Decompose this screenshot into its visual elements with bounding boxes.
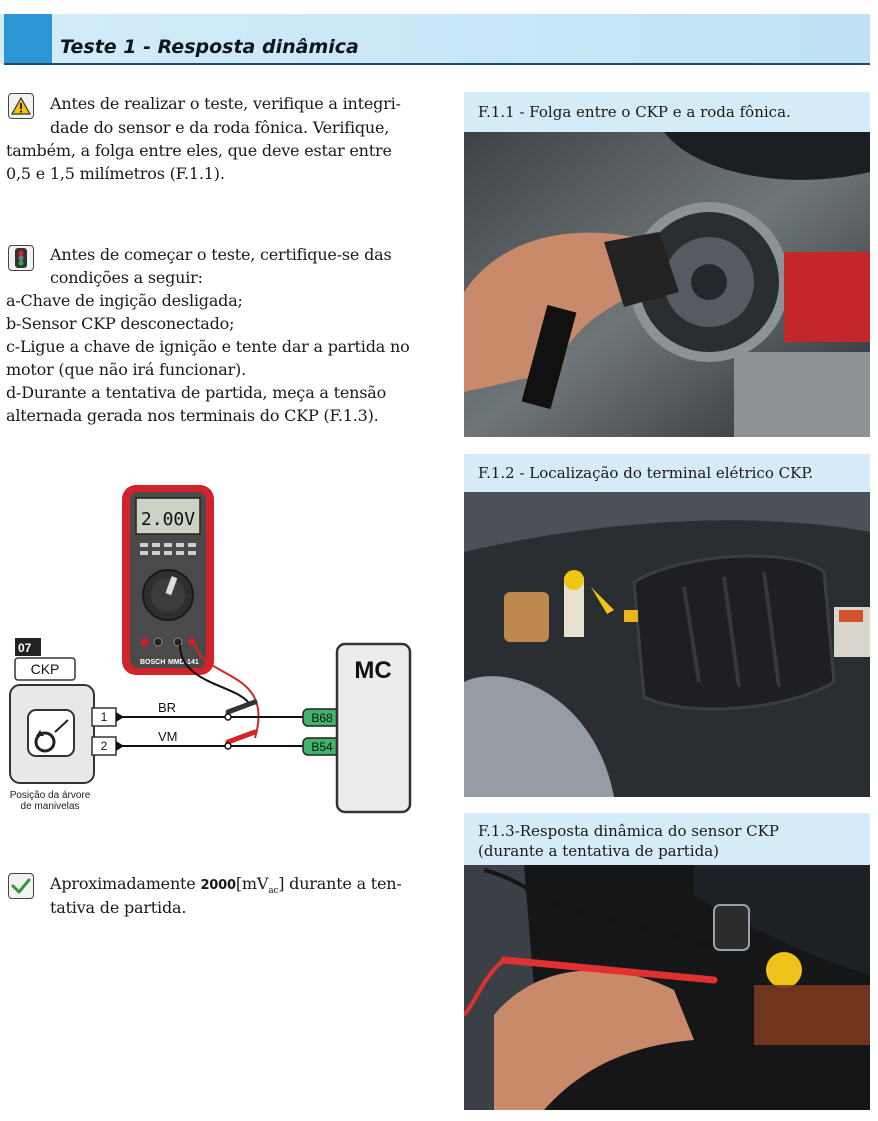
para2-item-d2: alternada gerada nos terminais do CKP (F.1.3). xyxy=(6,406,379,425)
wire-vm-label: VM xyxy=(158,729,178,744)
wiring-diagram xyxy=(0,480,430,820)
para2-item-b: b-Sensor CKP desconectado; xyxy=(6,314,235,333)
terminal-b68-label: B68 xyxy=(311,711,333,725)
wire-br-label: BR xyxy=(158,700,177,715)
pin-2-label: 2 xyxy=(100,739,108,753)
warning-triangle-icon xyxy=(8,93,34,119)
meter-brand: BOSCH xyxy=(140,659,166,666)
result-unit-close: ] durante a ten- xyxy=(278,874,402,893)
meter-model: MMD-141 xyxy=(168,659,199,666)
pin-1-label: 1 xyxy=(100,710,108,724)
module-label: MC xyxy=(354,657,392,684)
figure-3-caption-line2: (durante a tentativa de partida) xyxy=(478,842,720,860)
para1-line4: 0,5 e 1,5 milímetros (F.1.1). xyxy=(6,164,225,183)
para1-line1: Antes de realizar o teste, verifique a integri- xyxy=(50,94,401,113)
para1-line2: dade do sensor e da roda fônica. Verifique, xyxy=(50,118,390,137)
para2-item-c2: motor (que não irá funcionar). xyxy=(6,360,246,379)
sensor-caption-1: Posição da árvore xyxy=(9,790,91,801)
red-component xyxy=(784,252,870,342)
result-unit-open: [mV xyxy=(235,874,269,893)
engine-cover xyxy=(634,556,834,709)
figure-2-caption: F.1.2 - Localização do terminal elétrico CKP. xyxy=(464,454,870,492)
checkmark-icon xyxy=(8,873,34,899)
para2-item-a: a-Chave de ingição desligada; xyxy=(6,291,243,310)
multimeter xyxy=(122,485,214,675)
para2-item-c1: c-Ligue a chave de ignição e tente dar a partida no xyxy=(6,337,410,356)
para1-line3: também, a folga entre eles, que deve estar entre xyxy=(6,141,392,160)
page-title: Teste 1 - Resposta dinâmica xyxy=(60,36,359,58)
result-value: 2000 xyxy=(200,878,236,893)
para2-line1: Antes de começar o teste, certifique-se das xyxy=(50,245,392,264)
para2-item-d1: d-Durante a tentativa de partida, meça a tensão xyxy=(6,383,387,402)
sensor-name: CKP xyxy=(30,661,60,677)
meter-display-text: 2.00V xyxy=(140,509,196,530)
result-line2: tativa de partida. xyxy=(50,898,187,917)
header-rule xyxy=(4,63,870,65)
result-prefix: Aproximadamente xyxy=(50,874,196,893)
figure-1-caption: F.1.1 - Folga entre o CKP e a roda fônica. xyxy=(464,92,870,132)
result-unit-sub: ac xyxy=(268,886,279,897)
figure-1-photo xyxy=(464,132,870,437)
terminal-b54-label: B54 xyxy=(311,740,333,754)
figure-3-photo xyxy=(464,865,870,1110)
yellow-cap xyxy=(766,952,802,988)
figure-2-photo xyxy=(464,492,870,797)
header-accent-square xyxy=(4,14,52,64)
figure-3-caption xyxy=(464,813,870,865)
sensor-number: 07 xyxy=(18,641,32,655)
figure-3-caption-line1: F.1.3-Resposta dinâmica do sensor CKP xyxy=(478,822,779,840)
traffic-light-icon xyxy=(8,245,34,271)
para2-line2: condições a seguir: xyxy=(50,268,203,287)
sensor-caption-2: de manivelas xyxy=(20,801,80,812)
